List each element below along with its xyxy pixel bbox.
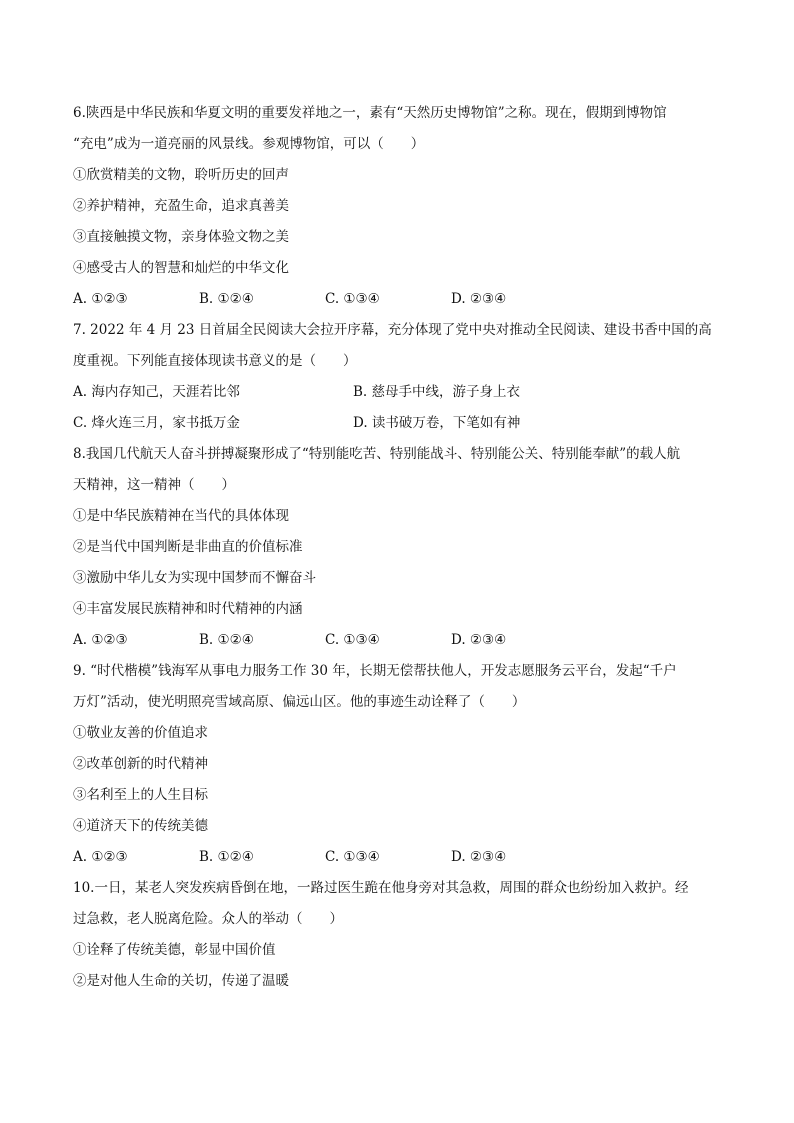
- option-a: A. 海内存知己，天涯若比邻: [73, 384, 240, 400]
- statement-item: ②是当代中国判断是非曲直的价值标准: [73, 539, 303, 555]
- question-stem-line: 过急救，老人脱离危险。众人的举动（ ）: [73, 911, 343, 927]
- option-c: C. ①③④: [325, 849, 380, 865]
- question-9: [73, 656, 733, 873]
- option-a: A. ①②③: [73, 291, 128, 307]
- option-c: C. ①③④: [325, 291, 380, 307]
- statement-item: ④道济天下的传统美德: [73, 818, 208, 834]
- statement-item: ②养护精神，充盈生命，追求真善美: [73, 198, 289, 214]
- question-stem-line: 9. “时代楷模”钱海军从事电力服务工作 30 年，长期无偿帮扶他人，开发志愿服务云平台，发起“千户: [73, 663, 677, 679]
- statement-item: ③激励中华儿女为实现中国梦而不懈奋斗: [73, 570, 316, 586]
- option-a: A. ①②③: [73, 849, 128, 865]
- statement-item: ①是中华民族精神在当代的具体体现: [73, 508, 289, 524]
- option-d: D. ②③④: [451, 291, 507, 307]
- question-stem-line: 8.我国几代航天人奋斗拼搏凝聚形成了“特别能吃苦、特别能战斗、特别能公关、特别能奉献”的载人航: [73, 446, 681, 462]
- question-stem-line: 10.一日，某老人突发疾病昏倒在地，一路过医生跪在他身旁对其急救，周围的群众也纷纷加入救护。经: [73, 880, 689, 896]
- answer-options: [73, 625, 733, 656]
- question-list: [73, 98, 733, 997]
- question-stem-line: 7. 2022 年 4 月 23 日首届全民阅读大会拉开序幕，充分体现了党中央对推动全民阅读、建设书香中国的高: [73, 322, 712, 338]
- question-stem-line: 万灯”活动，使光明照亮雪域高原、偏远山区。他的事迹生动诠释了（ ）: [73, 694, 526, 710]
- statement-item: ④丰富发展民族精神和时代精神的内涵: [73, 601, 303, 617]
- option-a: A. ①②③: [73, 632, 128, 648]
- option-c: C. ①③④: [325, 632, 380, 648]
- answer-options: [73, 284, 733, 315]
- question-stem-line: 度重视。下列能直接体现读书意义的是（ ）: [73, 353, 357, 369]
- question-stem-line: “充电”成为一道亮丽的风景线。参观博物馆，可以（ ）: [73, 136, 425, 152]
- question-stem-line: 天精神，这一精神（ ）: [73, 477, 235, 493]
- statement-item: ①诠释了传统美德，彰显中国价值: [73, 942, 276, 958]
- option-b: B. ①②④: [199, 849, 254, 865]
- option-b: B. ①②④: [199, 291, 254, 307]
- option-d: D. 读书破万卷，下笔如有神: [353, 415, 521, 431]
- statement-item: ②改革创新的时代精神: [73, 756, 208, 772]
- statement-item: ③直接触摸文物，亲身体验文物之美: [73, 229, 289, 245]
- statement-item: ①敬业友善的价值追求: [73, 725, 208, 741]
- answer-options-row: [73, 408, 733, 439]
- answer-options-row: [73, 377, 733, 408]
- question-6: [73, 98, 733, 315]
- option-b: B. ①②④: [199, 632, 254, 648]
- option-c: C. 烽火连三月，家书抵万金: [73, 415, 240, 431]
- question-10: [73, 873, 733, 997]
- option-d: D. ②③④: [451, 632, 507, 648]
- option-d: D. ②③④: [451, 849, 507, 865]
- statement-item: ④感受古人的智慧和灿烂的中华文化: [73, 260, 289, 276]
- question-stem-line: 6.陕西是中华民族和华夏文明的重要发祥地之一，素有“天然历史博物馆”之称。现在，假期到博物馆: [73, 105, 667, 121]
- question-8: [73, 439, 733, 656]
- answer-options: [73, 842, 733, 873]
- statement-item: ①欣赏精美的文物，聆听历史的回声: [73, 167, 289, 183]
- statement-item: ②是对他人生命的关切，传递了温暖: [73, 973, 289, 989]
- option-b: B. 慈母手中线，游子身上衣: [353, 384, 521, 400]
- question-7: [73, 315, 733, 439]
- statement-item: ③名利至上的人生目标: [73, 787, 208, 803]
